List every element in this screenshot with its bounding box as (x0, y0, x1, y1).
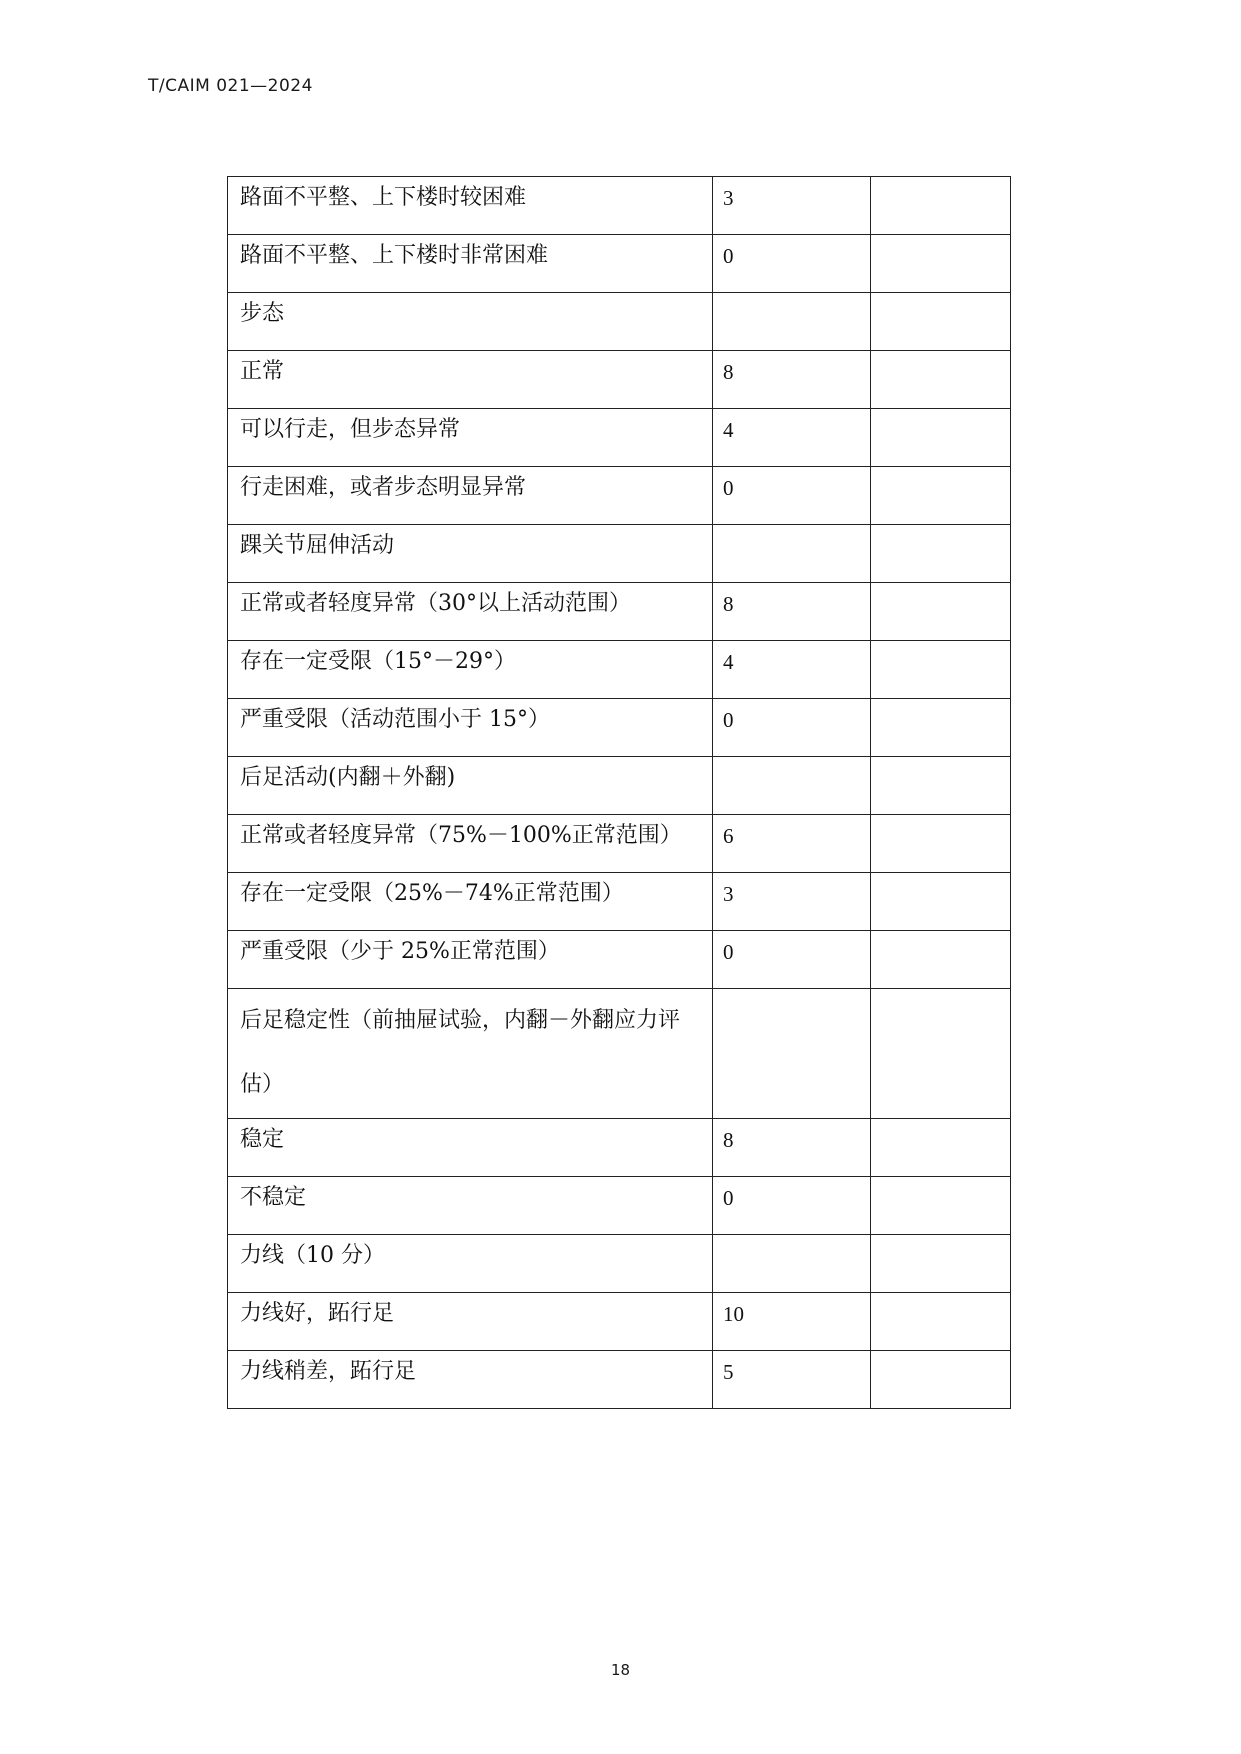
score-cell: 0 (713, 467, 871, 525)
blank-cell (871, 931, 1011, 989)
table-row (228, 409, 1011, 467)
blank-cell (871, 757, 1011, 815)
table-row (228, 351, 1011, 409)
score-cell: 3 (713, 177, 871, 235)
item-cell: 不稳定 (228, 1177, 713, 1235)
item-cell: 路面不平整、上下楼时非常困难 (228, 235, 713, 293)
table-row (228, 931, 1011, 989)
score-cell: 4 (713, 641, 871, 699)
item-cell: 正常或者轻度异常（30°以上活动范围） (228, 583, 713, 641)
item-cell: 稳定 (228, 1119, 713, 1177)
blank-cell (871, 467, 1011, 525)
table-row (228, 1351, 1011, 1409)
table-row (228, 177, 1011, 235)
item-cell: 后足活动(内翻＋外翻) (228, 757, 713, 815)
item-cell: 踝关节屈伸活动 (228, 525, 713, 583)
score-cell: 0 (713, 1177, 871, 1235)
item-cell: 严重受限（少于 25%正常范围） (228, 931, 713, 989)
score-cell: 10 (713, 1293, 871, 1351)
score-cell: 0 (713, 235, 871, 293)
item-cell: 步态 (228, 293, 713, 351)
table-row (228, 1177, 1011, 1235)
table-row (228, 873, 1011, 931)
item-cell: 力线稍差，跖行足 (228, 1351, 713, 1409)
blank-cell (871, 583, 1011, 641)
table-row (228, 815, 1011, 873)
blank-cell (871, 235, 1011, 293)
score-cell: 8 (713, 583, 871, 641)
table-row (228, 989, 1011, 1119)
page-number: 18 (610, 1661, 631, 1679)
item-cell: 力线好，跖行足 (228, 1293, 713, 1351)
blank-cell (871, 989, 1011, 1119)
table-row (228, 641, 1011, 699)
blank-cell (871, 293, 1011, 351)
table-row (228, 1235, 1011, 1293)
blank-cell (871, 409, 1011, 467)
table-row (228, 293, 1011, 351)
score-cell: 8 (713, 1119, 871, 1177)
table-row (228, 1119, 1011, 1177)
table-row (228, 235, 1011, 293)
score-cell: 4 (713, 409, 871, 467)
item-cell: 可以行走，但步态异常 (228, 409, 713, 467)
blank-cell (871, 641, 1011, 699)
score-cell: 0 (713, 931, 871, 989)
table-row (228, 757, 1011, 815)
blank-cell (871, 873, 1011, 931)
blank-cell (871, 351, 1011, 409)
blank-cell (871, 1177, 1011, 1235)
table-row (228, 525, 1011, 583)
blank-cell (871, 815, 1011, 873)
score-cell (713, 293, 871, 351)
item-cell: 行走困难，或者步态明显异常 (228, 467, 713, 525)
score-cell (713, 989, 871, 1119)
document-code-header: T/CAIM 021—2024 (148, 76, 313, 96)
item-cell: 正常或者轻度异常（75%－100%正常范围） (228, 815, 713, 873)
blank-cell (871, 1119, 1011, 1177)
item-cell: 存在一定受限（25%－74%正常范围） (228, 873, 713, 931)
score-cell (713, 1235, 871, 1293)
score-cell (713, 525, 871, 583)
table-row (228, 699, 1011, 757)
table-row (228, 583, 1011, 641)
item-cell: 正常 (228, 351, 713, 409)
blank-cell (871, 177, 1011, 235)
table-row (228, 467, 1011, 525)
blank-cell (871, 1235, 1011, 1293)
blank-cell (871, 699, 1011, 757)
blank-cell (871, 525, 1011, 583)
blank-cell (871, 1293, 1011, 1351)
item-cell: 路面不平整、上下楼时较困难 (228, 177, 713, 235)
item-cell: 力线（10 分） (228, 1235, 713, 1293)
item-cell: 后足稳定性（前抽屉试验，内翻－外翻应力评估） (228, 989, 713, 1119)
score-cell: 5 (713, 1351, 871, 1409)
score-cell: 6 (713, 815, 871, 873)
item-cell: 存在一定受限（15°－29°） (228, 641, 713, 699)
item-cell: 严重受限（活动范围小于 15°） (228, 699, 713, 757)
score-cell: 8 (713, 351, 871, 409)
table-row (228, 1293, 1011, 1351)
score-cell: 0 (713, 699, 871, 757)
score-cell (713, 757, 871, 815)
score-cell: 3 (713, 873, 871, 931)
scoring-table (227, 176, 1011, 1409)
blank-cell (871, 1351, 1011, 1409)
